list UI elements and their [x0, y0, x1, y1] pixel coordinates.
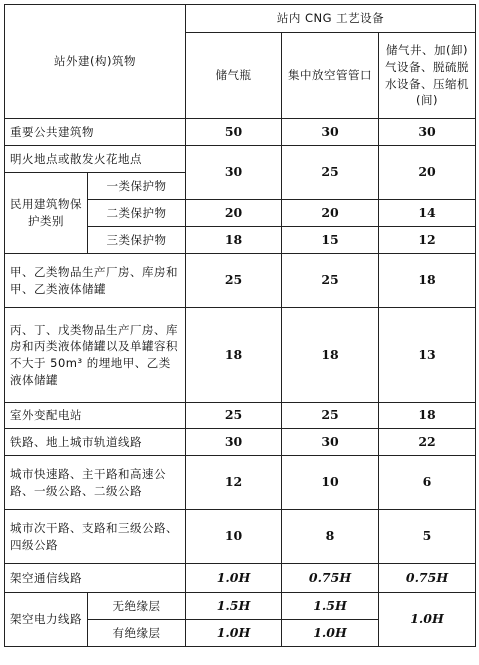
table-row: [5, 146, 476, 173]
table-row: [5, 119, 476, 146]
value-cell: 15: [282, 227, 379, 254]
spacing-table: [4, 4, 476, 647]
value-cell: 1.0H: [379, 593, 476, 647]
value-cell: 1.0H: [186, 564, 282, 593]
value-cell: 18: [186, 308, 282, 403]
value-cell: 30: [282, 119, 379, 146]
row-sublabel: 二类保护物: [88, 200, 186, 227]
value-cell: 25: [282, 403, 379, 429]
group-header-cell: 站内 CNG 工艺设备: [186, 5, 476, 33]
table-row: [5, 403, 476, 429]
table-row: [5, 429, 476, 456]
value-cell: 13: [379, 308, 476, 403]
row-label: 丙、丁、戊类物品生产厂房、库房和丙类液体储罐以及单罐容积不大于 50m³ 的埋地甲、乙类液体储罐: [5, 308, 186, 403]
value-cell: 12: [379, 227, 476, 254]
row-sublabel: 三类保护物: [88, 227, 186, 254]
col-header-storage-cylinder: 储气瓶: [186, 33, 282, 119]
value-cell: 22: [379, 429, 476, 456]
row-group-label: 民用建筑物保护类别: [5, 173, 88, 254]
value-cell: 20: [186, 200, 282, 227]
value-cell: 1.5H: [186, 593, 282, 620]
value-cell: 18: [379, 403, 476, 429]
value-cell: 18: [379, 254, 476, 308]
row-sublabel: 一类保护物: [88, 173, 186, 200]
value-cell: 1.0H: [186, 620, 282, 647]
value-cell: 8: [282, 510, 379, 564]
row-label: 甲、乙类物品生产厂房、库房和甲、乙类液体储罐: [5, 254, 186, 308]
table-row: [5, 564, 476, 593]
row-label: 铁路、地上城市轨道线路: [5, 429, 186, 456]
row-sublabel: 无绝缘层: [88, 593, 186, 620]
col-header-vent-outlet: 集中放空管管口: [282, 33, 379, 119]
row-label: 重要公共建筑物: [5, 119, 186, 146]
value-cell: 30: [379, 119, 476, 146]
row-label: 架空通信线路: [5, 564, 186, 593]
value-cell: 20: [379, 146, 476, 200]
value-cell: 14: [379, 200, 476, 227]
value-cell: 25: [186, 403, 282, 429]
value-cell: 10: [282, 456, 379, 510]
value-cell: 1.5H: [282, 593, 379, 620]
table-row: [5, 593, 476, 620]
value-cell: 25: [282, 254, 379, 308]
value-cell: 0.75H: [282, 564, 379, 593]
value-cell: 20: [282, 200, 379, 227]
value-cell: 30: [186, 429, 282, 456]
row-group-label: 架空电力线路: [5, 593, 88, 647]
value-cell: 6: [379, 456, 476, 510]
spacing-table-container: [4, 4, 475, 661]
value-cell: 5: [379, 510, 476, 564]
value-cell: 1.0H: [282, 620, 379, 647]
row-label: 城市快速路、主干路和高速公路、一级公路、二级公路: [5, 456, 186, 510]
value-cell: 25: [282, 146, 379, 200]
value-cell: 30: [186, 146, 282, 200]
row-label: 城市次干路、支路和三级公路、四级公路: [5, 510, 186, 564]
value-cell: 12: [186, 456, 282, 510]
table-row: [5, 456, 476, 510]
row-sublabel: 有绝缘层: [88, 620, 186, 647]
table-row: [5, 254, 476, 308]
table-row: [5, 510, 476, 564]
value-cell: 18: [282, 308, 379, 403]
value-cell: 25: [186, 254, 282, 308]
col-header-wells-equipment: 储气井、加(卸)气设备、脱硫脱水设备、压缩机(间): [379, 33, 476, 119]
row-label: 明火地点或散发火花地点: [5, 146, 186, 173]
value-cell: 50: [186, 119, 282, 146]
value-cell: 10: [186, 510, 282, 564]
value-cell: 0.75H: [379, 564, 476, 593]
value-cell: 18: [186, 227, 282, 254]
row-label: 室外变配电站: [5, 403, 186, 429]
header-row-1: [5, 5, 476, 33]
row-header-cell: 站外建(构)筑物: [5, 5, 186, 119]
value-cell: 30: [282, 429, 379, 456]
table-row: [5, 308, 476, 403]
